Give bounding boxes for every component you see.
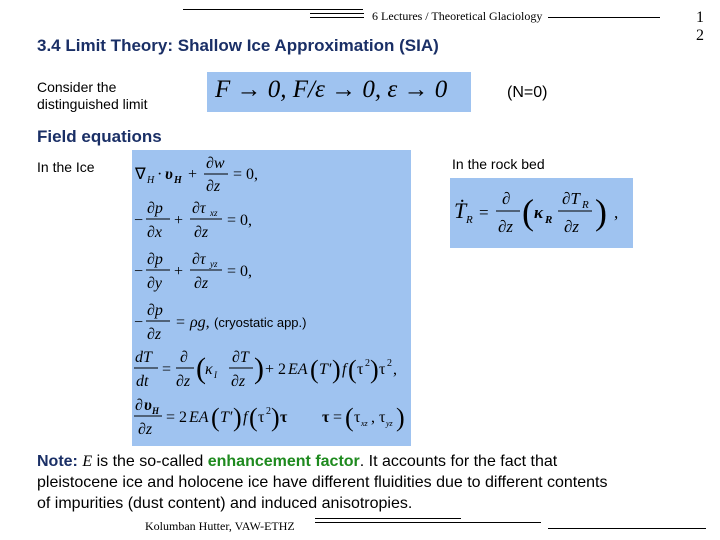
- note-line-3: of impurities (dust content) and induced anisotropies.: [37, 495, 413, 512]
- footer-rule-3: [548, 528, 706, 529]
- footer-rule-2: [315, 522, 541, 523]
- svg-text:I: I: [214, 370, 217, 380]
- note-text-1: is the so-called: [92, 453, 208, 470]
- svg-text:∂z: ∂z: [206, 178, 221, 195]
- rock-bed-label: In the rock bed: [452, 156, 545, 172]
- svg-text:ρg,: ρg,: [190, 314, 210, 331]
- svg-text:= 2: = 2: [166, 409, 188, 426]
- svg-text:xz: xz: [210, 208, 218, 218]
- svg-text:·: ·: [157, 166, 163, 183]
- rock-bed-equation-svg: [450, 178, 633, 248]
- momentum-x-equation: [134, 200, 252, 241]
- svg-text:(: (: [522, 192, 534, 232]
- svg-text:∂τ: ∂τ: [192, 200, 206, 217]
- energy-equation: [134, 349, 397, 390]
- svg-text:R: R: [582, 199, 589, 211]
- svg-text:∂p: ∂p: [147, 200, 163, 217]
- svg-text:= 0,: = 0,: [227, 212, 253, 229]
- note-label: Note:: [37, 453, 78, 470]
- svg-text:2: 2: [266, 406, 271, 417]
- svg-text:−: −: [134, 263, 144, 280]
- momentum-y-equation: [134, 251, 252, 292]
- svg-text:2: 2: [365, 358, 370, 369]
- svg-text:(: (: [345, 403, 354, 432]
- ice-equations: [132, 150, 411, 446]
- note-paragraph: [37, 451, 697, 514]
- svg-text:∂z: ∂z: [147, 326, 162, 343]
- svg-text:∂z: ∂z: [194, 275, 209, 292]
- svg-text:): ): [332, 355, 341, 384]
- svg-text:∂T: ∂T: [232, 349, 249, 366]
- svg-text:yz: yz: [386, 419, 393, 428]
- svg-text:∂p: ∂p: [147, 302, 163, 319]
- svg-text:=: =: [479, 203, 489, 222]
- svg-text:∂w: ∂w: [206, 155, 225, 172]
- svg-text:H: H: [174, 175, 182, 186]
- svg-text:Ṫ: Ṫ: [454, 198, 467, 223]
- footer-rule-1: [315, 518, 461, 519]
- field-equations-heading: Field equations: [37, 127, 162, 146]
- svg-text:H: H: [152, 406, 160, 416]
- slide-number: [692, 9, 708, 45]
- svg-text:): ): [370, 355, 379, 384]
- svg-text:−: −: [134, 314, 144, 331]
- svg-text:τ: τ: [357, 361, 364, 378]
- svg-text:(: (: [348, 355, 357, 384]
- intro-text: [37, 79, 148, 113]
- cryostatic-note: (cryostatic app.): [214, 315, 307, 330]
- svg-text:∂: ∂: [502, 189, 511, 208]
- svg-text:xz: xz: [361, 419, 368, 428]
- svg-text:∂: ∂: [135, 397, 143, 414]
- svg-text:EA: EA: [189, 409, 209, 426]
- svg-text:∂T: ∂T: [562, 189, 580, 208]
- slide-title: 3.4 Limit Theory: Shallow Ice Approximation (SIA): [37, 36, 439, 55]
- svg-text:=: =: [333, 409, 343, 426]
- svg-text:f: f: [243, 409, 248, 426]
- limit-formula: [207, 72, 471, 112]
- intro-line-2: distinguished limit: [37, 96, 148, 112]
- header-rule-3: [310, 17, 364, 18]
- header-rule-2: [310, 13, 364, 14]
- svg-text:(: (: [196, 352, 206, 385]
- svg-text:,: ,: [614, 203, 619, 222]
- limit-formula-text: F → 0, F/ε → 0, ε → 0: [215, 76, 448, 103]
- svg-text:∂x: ∂x: [147, 224, 163, 241]
- svg-text:+: +: [174, 212, 184, 229]
- svg-text:, τ: , τ: [371, 409, 386, 426]
- note-line-2: pleistocene ice and holocene ice have different fluidities due to different contents: [37, 474, 608, 491]
- svg-text:): ): [233, 403, 242, 432]
- svg-text:κ: κ: [534, 203, 544, 222]
- note-line-1: [37, 451, 697, 472]
- svg-text:R: R: [466, 214, 473, 226]
- course-header: 6 Lectures / Theoretical Glaciology: [372, 9, 543, 23]
- ice-label: In the Ice: [37, 159, 95, 175]
- svg-text:∂z: ∂z: [176, 373, 191, 390]
- svg-text:H: H: [147, 175, 155, 186]
- svg-text:(: (: [211, 403, 220, 432]
- svg-text:∂z: ∂z: [194, 224, 209, 241]
- svg-text:= 0,: = 0,: [227, 263, 253, 280]
- svg-text:= 0,: = 0,: [233, 166, 259, 183]
- svg-text:−: −: [134, 212, 144, 229]
- svg-text:yz: yz: [210, 259, 218, 269]
- svg-text:∂τ: ∂τ: [192, 251, 206, 268]
- intro-line-1: Consider the: [37, 79, 117, 95]
- flow-law-equation: [134, 397, 405, 438]
- svg-text:∂p: ∂p: [147, 251, 163, 268]
- svg-text:∂: ∂: [180, 349, 188, 366]
- slide-number-top: 1: [696, 9, 704, 26]
- svg-text:∇: ∇: [135, 166, 146, 183]
- svg-text:R: R: [545, 214, 553, 226]
- svg-text:(: (: [249, 403, 258, 432]
- svg-text:+: +: [188, 166, 198, 183]
- note-symbol: E: [82, 453, 93, 470]
- svg-text:f: f: [342, 361, 347, 378]
- svg-text:∂z: ∂z: [564, 217, 580, 236]
- svg-text:υ: υ: [144, 397, 152, 414]
- footer-author: Kolumban Hutter, VAW-ETHZ: [145, 519, 295, 533]
- header-rule-4: [548, 17, 660, 18]
- svg-text:υ: υ: [165, 166, 173, 183]
- ice-equations-svg: [132, 150, 411, 446]
- svg-text:dT: dT: [135, 349, 152, 366]
- svg-text:κ: κ: [205, 361, 213, 378]
- svg-text:,: ,: [393, 361, 397, 378]
- svg-text:τ: τ: [322, 409, 330, 426]
- svg-text:=: =: [176, 314, 186, 331]
- svg-text:): ): [271, 403, 280, 432]
- slide-number-bottom: 2: [696, 27, 704, 44]
- svg-text:+: +: [174, 263, 184, 280]
- svg-text:=: =: [162, 361, 172, 378]
- continuity-equation: [134, 155, 258, 195]
- svg-text:τ: τ: [379, 361, 386, 378]
- svg-text:τ: τ: [354, 409, 361, 426]
- svg-text:∂z: ∂z: [498, 217, 514, 236]
- n-value: (N=0): [507, 84, 548, 101]
- header-rule-1: [183, 9, 363, 10]
- svg-text:(: (: [310, 355, 319, 384]
- rock-bed-equation: [450, 178, 633, 248]
- svg-text:): ): [396, 403, 405, 432]
- svg-text:2: 2: [387, 358, 392, 369]
- svg-text:T′: T′: [319, 361, 332, 378]
- svg-text:EA: EA: [288, 361, 308, 378]
- svg-text:T′: T′: [220, 409, 233, 426]
- svg-text:): ): [595, 192, 607, 232]
- svg-text:∂y: ∂y: [147, 275, 163, 292]
- svg-text:): ): [254, 352, 264, 385]
- svg-text:dt: dt: [136, 373, 149, 390]
- svg-text:τ: τ: [280, 409, 288, 426]
- svg-text:τ: τ: [258, 409, 265, 426]
- note-highlight: enhancement factor: [207, 453, 360, 470]
- svg-text:+ 2: + 2: [265, 361, 287, 378]
- cryostatic-equation: [134, 302, 210, 343]
- note-text-2: . It accounts for the fact that: [359, 453, 558, 470]
- svg-text:∂z: ∂z: [138, 421, 153, 438]
- svg-text:∂z: ∂z: [231, 373, 246, 390]
